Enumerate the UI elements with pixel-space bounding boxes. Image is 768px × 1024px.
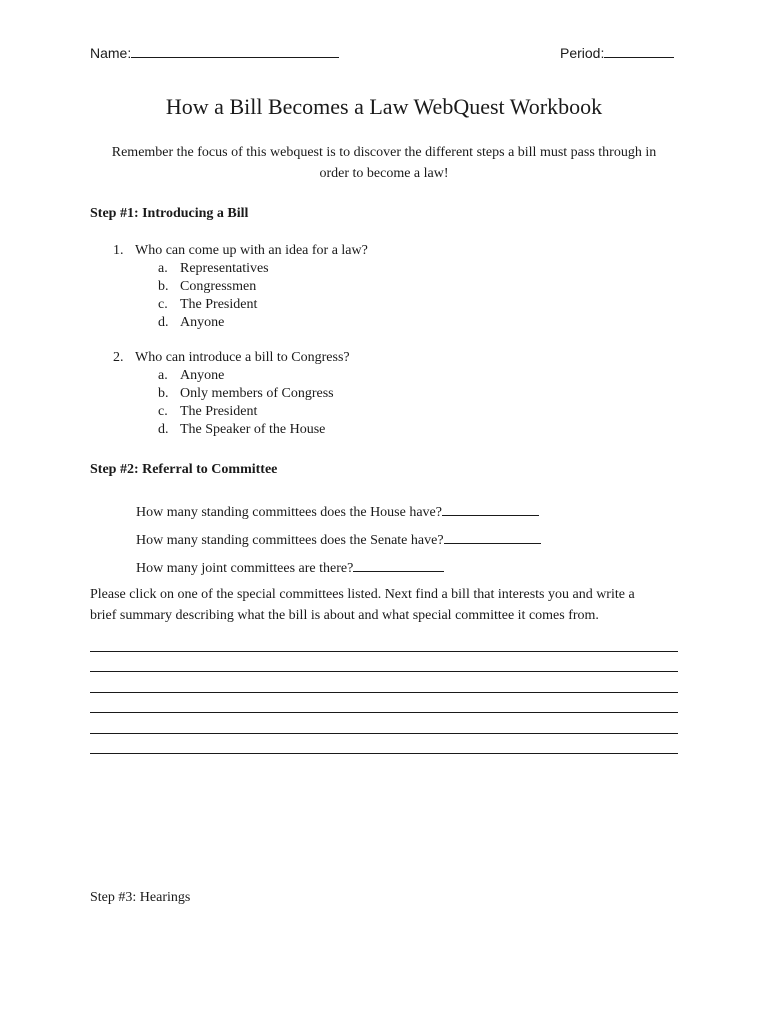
- q2-option-a[interactable]: [158, 368, 224, 384]
- option-letter: b.: [158, 386, 169, 401]
- q2-option-c[interactable]: [158, 404, 257, 420]
- option-letter: b.: [158, 279, 169, 294]
- q1-option-a[interactable]: [158, 261, 269, 277]
- intro-line-2: order to become a law!: [319, 166, 449, 181]
- q2-option-b[interactable]: [158, 386, 334, 402]
- instructions-line-2: brief summary describing what the bill is about and what special committee it comes from.: [90, 608, 599, 623]
- option-text: Anyone: [180, 368, 225, 383]
- option-letter: c.: [158, 404, 168, 419]
- question-number: 1.: [113, 243, 124, 258]
- option-text: The President: [180, 404, 258, 419]
- q2-option-d[interactable]: [158, 422, 325, 438]
- question-2: [113, 350, 350, 366]
- q1-option-b[interactable]: [158, 279, 256, 295]
- step1-heading: Step #1: Introducing a Bill: [90, 206, 249, 221]
- question-text: Who can introduce a bill to Congress?: [135, 350, 350, 365]
- summary-writing-line[interactable]: [90, 692, 678, 693]
- option-text: Only members of Congress: [180, 386, 334, 401]
- joint-committees-question: [136, 559, 444, 577]
- question-1: [113, 243, 368, 259]
- question-text: How many standing committees does the House have?: [136, 505, 442, 520]
- question-text: How many joint committees are there?: [136, 561, 354, 576]
- option-text: The President: [180, 297, 258, 312]
- q1-option-c[interactable]: [158, 297, 257, 313]
- house-committees-question: [136, 503, 539, 521]
- step3-heading: Step #3: Hearings: [90, 890, 191, 905]
- option-text: Congressmen: [180, 279, 257, 294]
- period-label: Period:: [560, 45, 605, 61]
- option-letter: d.: [158, 422, 169, 437]
- option-text: Representatives: [180, 261, 269, 276]
- question-text: How many standing committees does the Senate have?: [136, 533, 444, 548]
- question-text: Who can come up with an idea for a law?: [135, 243, 368, 258]
- summary-writing-line[interactable]: [90, 671, 678, 672]
- name-blank[interactable]: [131, 45, 339, 58]
- question-number: 2.: [113, 350, 124, 365]
- option-text: Anyone: [180, 315, 225, 330]
- option-letter: c.: [158, 297, 168, 312]
- summary-writing-line[interactable]: [90, 733, 678, 734]
- senate-committees-answer-blank[interactable]: [444, 531, 541, 544]
- period-blank[interactable]: [604, 45, 674, 58]
- name-field[interactable]: [90, 45, 339, 61]
- house-committees-answer-blank[interactable]: [442, 503, 539, 516]
- step2-heading: Step #2: Referral to Committee: [90, 462, 278, 477]
- option-text: The Speaker of the House: [180, 422, 326, 437]
- option-letter: a.: [158, 261, 168, 276]
- option-letter: a.: [158, 368, 168, 383]
- senate-committees-question: [136, 531, 541, 549]
- joint-committees-answer-blank[interactable]: [353, 559, 444, 572]
- instructions-line-1: Please click on one of the special committees listed. Next find a bill that interests you and write a: [90, 587, 635, 602]
- option-letter: d.: [158, 315, 169, 330]
- summary-writing-line[interactable]: [90, 712, 678, 713]
- page-title: How a Bill Becomes a Law WebQuest Workbook: [165, 94, 603, 119]
- summary-writing-line[interactable]: [90, 753, 678, 754]
- intro-line-1: Remember the focus of this webquest is to discover the different steps a bill must pass through in: [111, 145, 657, 160]
- q1-option-d[interactable]: [158, 315, 224, 331]
- name-label: Name:: [90, 45, 132, 61]
- summary-writing-line[interactable]: [90, 651, 678, 652]
- period-field[interactable]: [560, 45, 674, 61]
